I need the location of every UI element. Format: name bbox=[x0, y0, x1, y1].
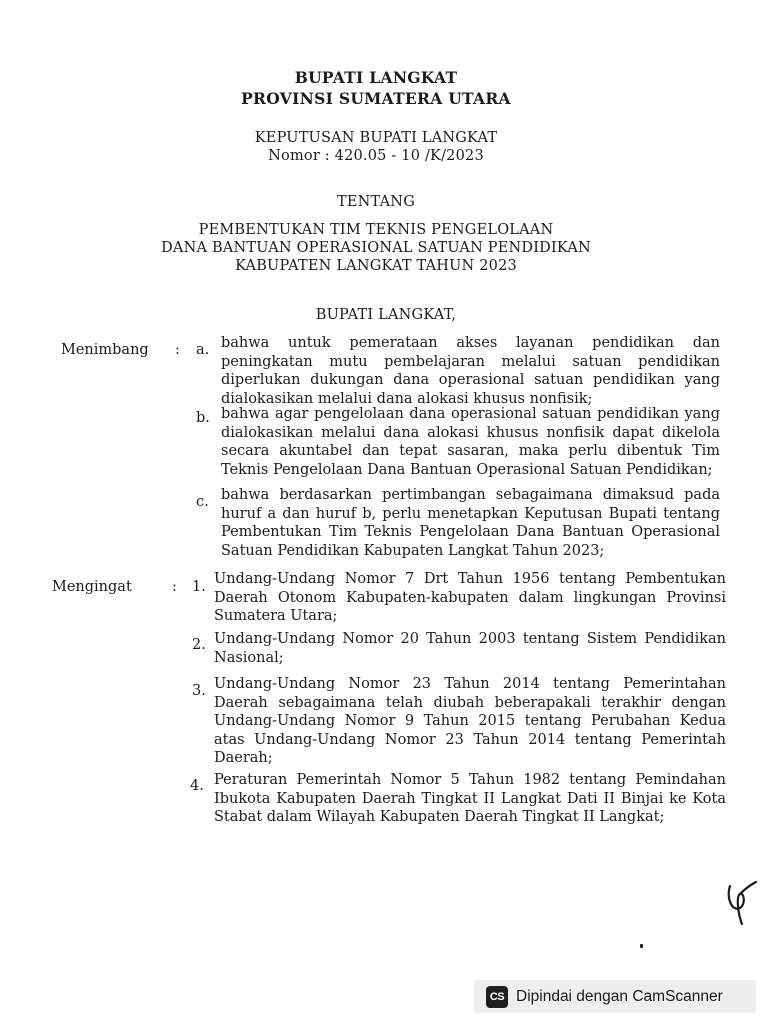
about-heading: TENTANG bbox=[337, 194, 415, 210]
menimbang-item-a: bahwa untuk pemerataan akses layanan pendidikan dan peningkatan mutu pembelajaran melalui satuan pendidikan diperlukan dukungan dana operasional satuan pendidikan yang dialokasikan melalui dana alokasi khusus nonfisik; bbox=[221, 335, 720, 407]
mengingat-mark-1: 1. bbox=[192, 579, 206, 595]
menimbang-item-c: bahwa berdasarkan pertimbangan sebagaimana dimaksud pada huruf a dan huruf b, perlu menetapkan Keputusan Bupati tentang Pembentukan Tim Teknis Pengelolaan Dana Bantuan Operasional Satuan Pendidikan Kabupaten Langkat Tahun 2023; bbox=[221, 487, 720, 559]
decree-title: KEPUTUSAN BUPATI LANGKAT bbox=[254, 130, 498, 146]
mengingat-item-3: Undang-Undang Nomor 23 Tahun 2014 tentang Pemerintahan Daerah sebagaimana telah diubah beberapakali terakhir dengan Undang-Undang Nomor 9 Tahun 2015 tentang Perubahan Kedua atas Undang-Undang Nomor 23 Tahun 2014 tentang Pemerintah Daerah; bbox=[214, 676, 726, 766]
initial-signature-mark bbox=[722, 878, 762, 928]
mengingat-mark-4: 4. bbox=[190, 778, 204, 794]
mengingat-item-1: Undang-Undang Nomor 7 Drt Tahun 1956 tentang Pembentukan Daerah Otonom Kabupaten-kabupaten dalam lingkungan Provinsi Sumatera Utara; bbox=[214, 571, 726, 624]
subject-line-2: DANA BANTUAN OPERASIONAL SATUAN PENDIDIKAN bbox=[161, 240, 591, 256]
menimbang-mark-a: a. bbox=[196, 342, 210, 358]
menimbang-item-b: bahwa agar pengelolaan dana operasional satuan pendidikan yang dialokasikan melalui dana alokasi khusus nonfisik dapat dikelola secara akuntabel dan tepat sasaran, maka perlu dibentuk Tim Teknis Pengelolaan Dana Bantuan Operasional Satuan Pendidikan; bbox=[221, 406, 720, 478]
menimbang-colon: : bbox=[175, 342, 180, 358]
subject-line-3: KABUPATEN LANGKAT TAHUN 2023 bbox=[235, 258, 517, 274]
mengingat-mark-2: 2. bbox=[192, 637, 206, 653]
ink-dot bbox=[640, 944, 643, 948]
watermark-text: Dipindai dengan CamScanner bbox=[516, 987, 723, 1005]
menimbang-mark-c: c. bbox=[196, 494, 209, 510]
menimbang-mark-b: b. bbox=[196, 410, 210, 426]
mengingat-item-4: Peraturan Pemerintah Nomor 5 Tahun 1982 tentang Pemindahan Ibukota Kabupaten Daerah Tingkat II Langkat Dati II Binjai ke Kota Stabat dalam Wilayah Kabupaten Daerah Tingkat II Langkat; bbox=[214, 772, 726, 825]
mengingat-item-2: Undang-Undang Nomor 20 Tahun 2003 tentang Sistem Pendidikan Nasional; bbox=[214, 631, 726, 666]
issuer-heading: BUPATI LANGKAT, bbox=[315, 307, 457, 323]
decree-number: Nomor : 420.05 - 10 /K/2023 bbox=[268, 148, 484, 164]
camscanner-watermark bbox=[474, 980, 756, 1013]
subject-line-1: PEMBENTUKAN TIM TEKNIS PENGELOLAAN bbox=[198, 222, 554, 238]
camscanner-logo-icon: CS bbox=[486, 986, 508, 1008]
menimbang-label: Menimbang bbox=[61, 342, 149, 358]
province-title: PROVINSI SUMATERA UTARA bbox=[241, 89, 511, 108]
mengingat-mark-3: 3. bbox=[192, 683, 206, 699]
mengingat-label: Mengingat bbox=[52, 579, 132, 595]
regent-title: BUPATI LANGKAT bbox=[294, 68, 458, 87]
mengingat-colon: : bbox=[172, 579, 177, 595]
